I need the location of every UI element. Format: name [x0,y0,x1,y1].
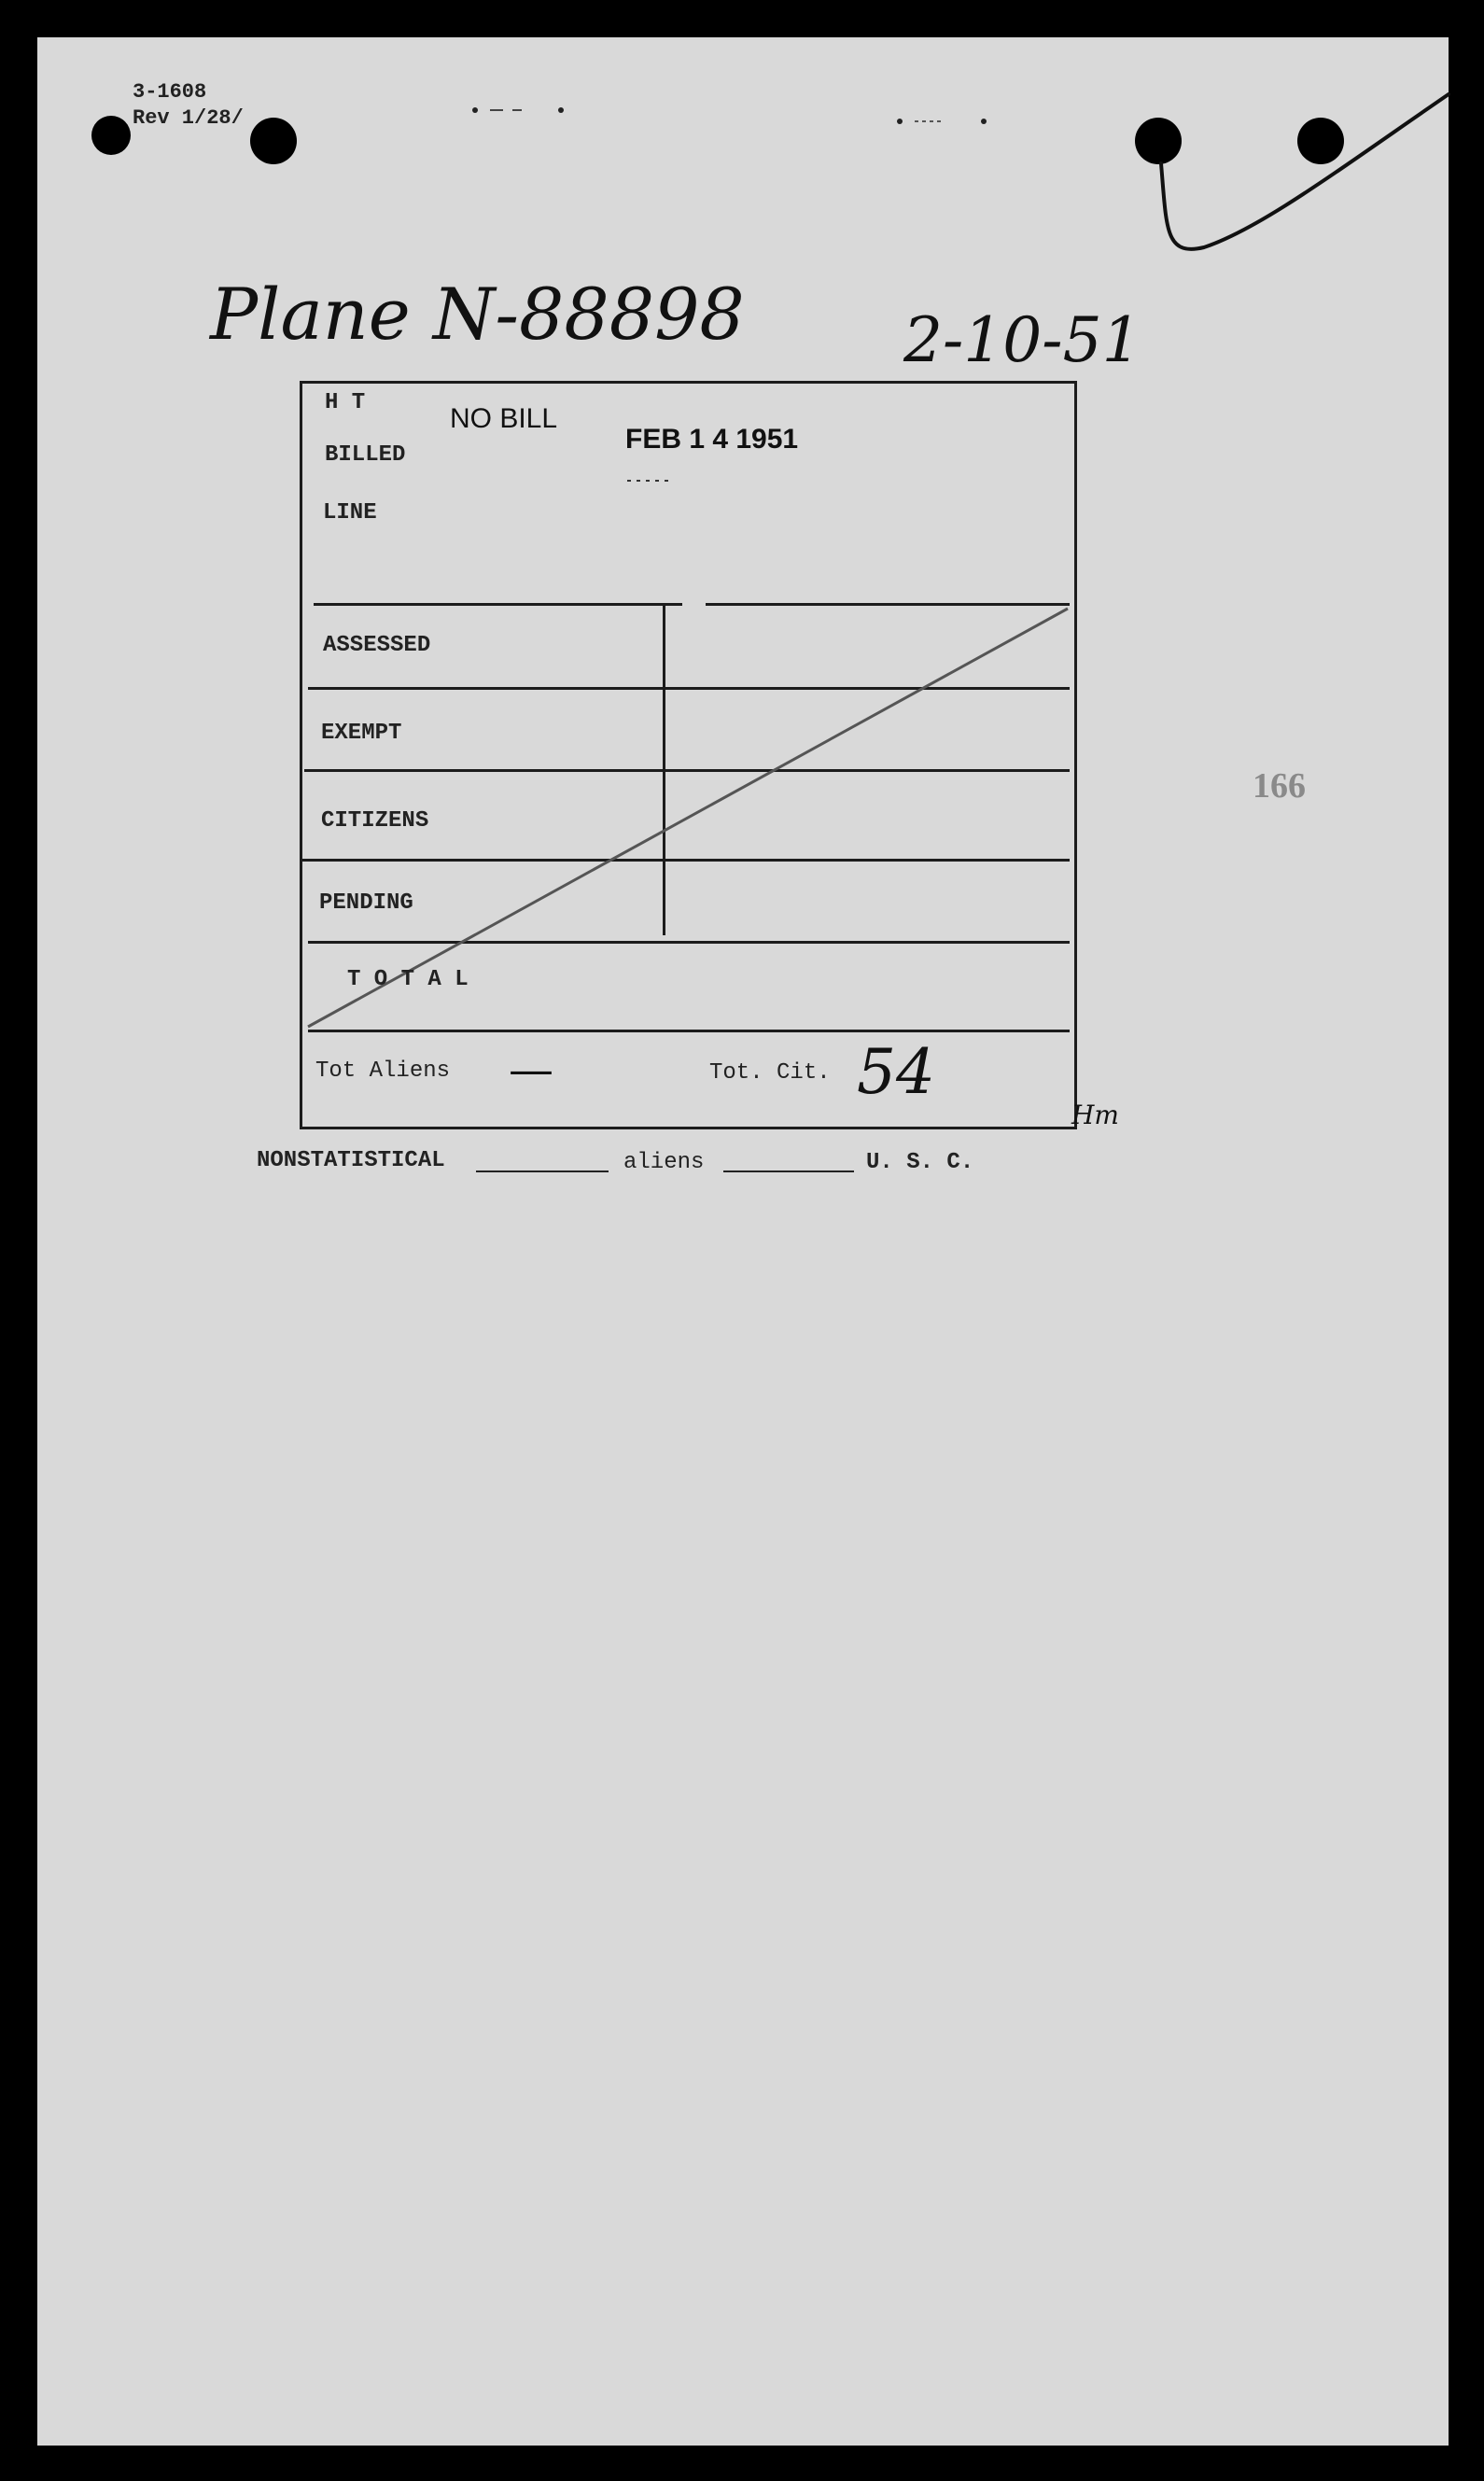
tot-cit-label: Tot. Cit. [709,1060,831,1086]
tot-aliens-label: Tot Aliens [315,1058,451,1084]
tot-cit-value: 54 [857,1036,935,1108]
stamp-dots [627,470,668,474]
received-date-stamp: FEB 1 4 1951 [625,424,799,455]
label-pending: PENDING [319,890,413,916]
initials: Hm [1071,1100,1119,1130]
usc-blank [723,1170,854,1172]
form-number: 3-1608 [133,80,207,104]
handwritten-date: 2-10-51 [903,304,1141,376]
form-revision: Rev 1/28/ [133,106,244,130]
aliens-blank [476,1170,609,1172]
label-total: T O T A L [347,967,469,992]
label-ht: H T [325,390,366,415]
label-citizens: CITIZENS [321,808,429,834]
no-bill-stamp: NO BILL [450,403,558,434]
label-exempt: EXEMPT [321,721,402,746]
label-assessed: ASSESSED [323,633,431,658]
plane-number: Plane N-88898 [210,273,745,356]
aliens-label: aliens [623,1150,705,1175]
page-number: 166 [1253,766,1306,806]
usc-label: U. S. C. [866,1150,974,1175]
tot-aliens-value: — [509,1044,553,1096]
nonstatistical-label: NONSTATISTICAL [257,1148,445,1173]
label-billed: BILLED [325,442,406,468]
label-line: LINE [323,500,377,526]
